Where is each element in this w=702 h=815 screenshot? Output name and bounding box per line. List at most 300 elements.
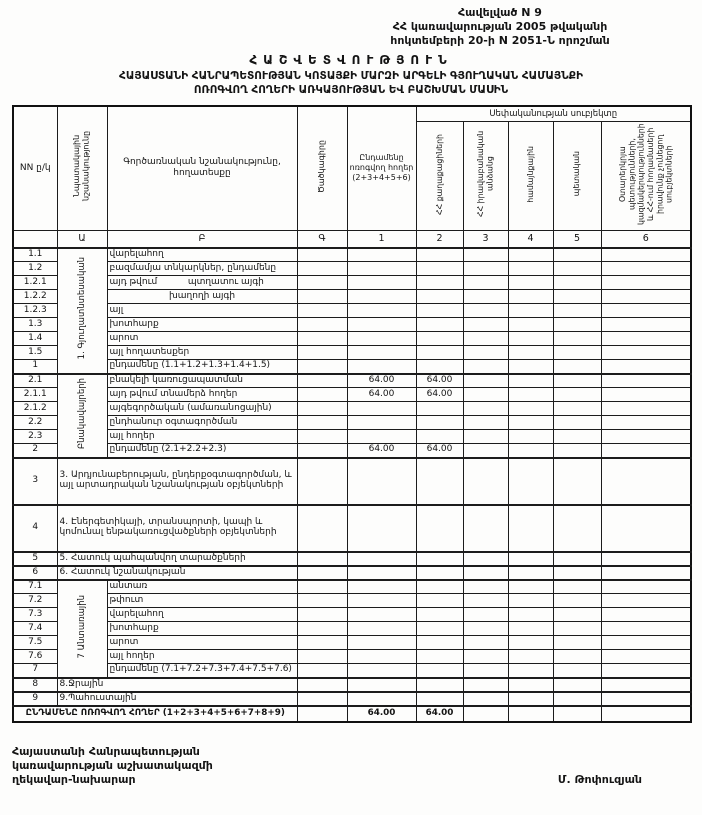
value-cell-2 bbox=[416, 505, 463, 552]
value-cell-2 bbox=[416, 636, 463, 650]
value-cell-4 bbox=[508, 290, 553, 304]
value-cell-6 bbox=[601, 416, 691, 430]
value-cell-1 bbox=[347, 430, 416, 444]
value-cell-4 bbox=[508, 692, 553, 706]
value-cell-2 bbox=[416, 664, 463, 678]
value-cell-6 bbox=[601, 622, 691, 636]
value-cell-5 bbox=[553, 692, 601, 706]
value-cell-1 bbox=[347, 692, 416, 706]
value-cell-6 bbox=[601, 566, 691, 580]
col-header-functional: Գործառնական նշանակությունը, հողատեսքը bbox=[107, 106, 297, 231]
value-cell-3 bbox=[463, 622, 508, 636]
row-label: ընդհանուր օգտագործման bbox=[107, 416, 297, 430]
value-cell-3 bbox=[463, 346, 508, 360]
section-label bbox=[57, 374, 107, 458]
section-label bbox=[57, 580, 107, 678]
row-label: 8.Ջրային bbox=[57, 678, 297, 692]
table-row bbox=[13, 402, 691, 416]
value-cell-4 bbox=[508, 552, 553, 566]
value-cell-2 bbox=[416, 552, 463, 566]
row-label: արոտ bbox=[107, 332, 297, 346]
table-row bbox=[13, 388, 691, 402]
value-cell-2 bbox=[416, 430, 463, 444]
value-cell-3 bbox=[463, 458, 508, 505]
section-label-text: 7 Անտառային bbox=[76, 594, 87, 659]
value-cell-5 bbox=[553, 552, 601, 566]
code-cell bbox=[297, 360, 347, 374]
row-number: 9 bbox=[13, 692, 57, 706]
row-label: բազմամյա տնկարկներ, ընդամենը bbox=[107, 262, 297, 276]
code-cell bbox=[297, 318, 347, 332]
value-cell-2 bbox=[416, 248, 463, 262]
letter-cell: Գ bbox=[297, 231, 347, 248]
row-number: 1.2.1 bbox=[13, 276, 57, 290]
value-cell-1 bbox=[347, 678, 416, 692]
value-cell-5 bbox=[553, 505, 601, 552]
section-label-text: 1. Գյուղատնտեսական bbox=[76, 257, 87, 360]
table-row bbox=[13, 248, 691, 262]
section-label-text: Բնակավայրերի bbox=[76, 378, 87, 450]
appendix-line: ՀՀ կառավարության 2005 թվականի bbox=[392, 19, 608, 33]
value-cell-4 bbox=[508, 416, 553, 430]
value-cell-6 bbox=[601, 706, 691, 722]
code-cell bbox=[297, 332, 347, 346]
row-label-center: պտղատու այգի bbox=[187, 276, 264, 287]
col-header-code-text: Ծածկագիրը bbox=[317, 139, 327, 193]
value-cell-5 bbox=[553, 444, 601, 458]
value-cell-3 bbox=[463, 650, 508, 664]
table-row bbox=[13, 692, 691, 706]
table-row bbox=[13, 622, 691, 636]
value-cell-3 bbox=[463, 678, 508, 692]
value-cell-1 bbox=[347, 594, 416, 608]
value-cell-3 bbox=[463, 444, 508, 458]
value-cell-2 bbox=[416, 318, 463, 332]
value-cell-5 bbox=[553, 304, 601, 318]
code-cell bbox=[297, 505, 347, 552]
table-row bbox=[13, 566, 691, 580]
value-cell-5 bbox=[553, 430, 601, 444]
value-cell-5 bbox=[553, 678, 601, 692]
page-subtitle-1: ՀԱՅԱՍՏԱՆԻ ՀԱՆՐԱՊԵՏՈՒԹՅԱՆ ԿՈՏԱՅՔԻ ՄԱՐԶԻ ԱՐԳԵԼԻ ԳՅՈՒՂԱԿԱՆ ՀԱՄԱՅՆՔԻ bbox=[119, 70, 583, 83]
value-cell-1 bbox=[347, 636, 416, 650]
table-row bbox=[13, 594, 691, 608]
value-cell-1 bbox=[347, 650, 416, 664]
value-cell-3 bbox=[463, 318, 508, 332]
row-number: 1.2 bbox=[13, 262, 57, 276]
value-cell-1 bbox=[347, 304, 416, 318]
value-cell-4 bbox=[508, 248, 553, 262]
row-label: վարելահող bbox=[107, 608, 297, 622]
value-cell-3 bbox=[463, 374, 508, 388]
value-cell-1 bbox=[347, 318, 416, 332]
value-cell-6 bbox=[601, 636, 691, 650]
page-subtitle-2: ՈՌՈԳՎՈՂ ՀՈՂԵՐԻ ԱՌԿԱՅՈՒԹՅԱՆ ԵՎ ԲԱՇԽՄԱՆ ՄԱՍԻՆ bbox=[193, 83, 509, 96]
code-cell bbox=[297, 692, 347, 706]
value-cell-1 bbox=[347, 458, 416, 505]
value-cell-3 bbox=[463, 248, 508, 262]
table-row bbox=[13, 505, 691, 552]
value-cell-4 bbox=[508, 262, 553, 276]
code-cell bbox=[297, 262, 347, 276]
value-cell-6 bbox=[601, 402, 691, 416]
row-label: այլ հողատեսքեր bbox=[107, 346, 297, 360]
value-cell-3 bbox=[463, 332, 508, 346]
code-cell bbox=[297, 346, 347, 360]
col-header-legal-entities bbox=[463, 122, 508, 231]
row-label-left: այդ թվում bbox=[109, 276, 158, 287]
code-cell bbox=[297, 678, 347, 692]
col-header-community bbox=[508, 122, 553, 231]
value-cell-2: 64.00 bbox=[416, 706, 463, 722]
value-cell-5 bbox=[553, 262, 601, 276]
letter-cell: 3 bbox=[463, 231, 508, 248]
table-row bbox=[13, 318, 691, 332]
row-label: այդ թվում տնամերձ հողեր bbox=[107, 388, 297, 402]
table-row bbox=[13, 360, 691, 374]
col-header-citizens-text: ՀՀ քաղաքացիների bbox=[434, 133, 444, 215]
value-cell-1 bbox=[347, 608, 416, 622]
code-cell bbox=[297, 388, 347, 402]
value-cell-6 bbox=[601, 332, 691, 346]
value-cell-6 bbox=[601, 276, 691, 290]
value-cell-3 bbox=[463, 566, 508, 580]
value-cell-2 bbox=[416, 580, 463, 594]
col-header-nn: NN ը/կ bbox=[13, 106, 57, 231]
signatory-title-line: կառավարության աշխատակազմի bbox=[12, 758, 213, 772]
value-cell-6 bbox=[601, 608, 691, 622]
col-header-purpose bbox=[57, 106, 107, 231]
code-cell bbox=[297, 594, 347, 608]
table-row bbox=[13, 290, 691, 304]
signatory-title-line: ղեկավար-նախարար bbox=[12, 773, 136, 787]
row-label: 5. Հատուկ պահպանվող տարածքների bbox=[57, 552, 297, 566]
value-cell-2: 64.00 bbox=[416, 374, 463, 388]
value-cell-3 bbox=[463, 664, 508, 678]
value-cell-3 bbox=[463, 706, 508, 722]
value-cell-5 bbox=[553, 276, 601, 290]
value-cell-6 bbox=[601, 594, 691, 608]
row-number: 7.1 bbox=[13, 580, 57, 594]
row-label: այլ հողեր bbox=[107, 650, 297, 664]
col-header-state-text: պետական bbox=[572, 151, 582, 197]
code-cell bbox=[297, 580, 347, 594]
section-label bbox=[57, 248, 107, 374]
value-cell-1 bbox=[347, 552, 416, 566]
value-cell-3 bbox=[463, 360, 508, 374]
row-label: վարելահող bbox=[107, 248, 297, 262]
value-cell-2 bbox=[416, 262, 463, 276]
col-header-legal-entities-text: ՀՀ իրավաբանական անձանց bbox=[476, 130, 495, 218]
col-header-total-irrigated: Ընդամենը ոռոգվող հողեր (2+3+4+5+6) bbox=[347, 106, 416, 231]
signature-name: Մ. Թոփուզյան bbox=[557, 773, 642, 787]
value-cell-2 bbox=[416, 304, 463, 318]
value-cell-1 bbox=[347, 290, 416, 304]
value-cell-1 bbox=[347, 566, 416, 580]
value-cell-5 bbox=[553, 664, 601, 678]
value-cell-6 bbox=[601, 664, 691, 678]
value-cell-4 bbox=[508, 594, 553, 608]
code-cell bbox=[297, 290, 347, 304]
row-number: 2.2 bbox=[13, 416, 57, 430]
report-table bbox=[12, 105, 692, 723]
value-cell-4 bbox=[508, 608, 553, 622]
value-cell-4 bbox=[508, 444, 553, 458]
row-label: ընդամենը (2.1+2.2+2.3) bbox=[107, 444, 297, 458]
table-row bbox=[13, 580, 691, 594]
value-cell-2 bbox=[416, 650, 463, 664]
value-cell-2 bbox=[416, 594, 463, 608]
row-label: ընդամենը (7.1+7.2+7.3+7.4+7.5+7.6) bbox=[107, 664, 297, 678]
header-row-letters bbox=[13, 231, 691, 248]
value-cell-1: 64.00 bbox=[347, 388, 416, 402]
value-cell-1 bbox=[347, 402, 416, 416]
row-number: 6 bbox=[13, 566, 57, 580]
value-cell-3 bbox=[463, 290, 508, 304]
row-label-center: խաղողի այգի bbox=[168, 290, 236, 301]
value-cell-3 bbox=[463, 416, 508, 430]
value-cell-1 bbox=[347, 276, 416, 290]
col-header-community-text: համայնքային bbox=[525, 145, 535, 203]
row-label: այլ bbox=[107, 304, 297, 318]
value-cell-5 bbox=[553, 248, 601, 262]
document-footer bbox=[12, 745, 690, 788]
table-row bbox=[13, 664, 691, 678]
row-number: 5 bbox=[13, 552, 57, 566]
appendix-line: հոկտեմբերի 20-ի N 2051-Ն որոշման bbox=[390, 33, 610, 47]
table-row bbox=[13, 430, 691, 444]
table-row bbox=[13, 552, 691, 566]
signatory-title bbox=[12, 745, 213, 788]
value-cell-6 bbox=[601, 374, 691, 388]
value-cell-4 bbox=[508, 430, 553, 444]
row-number: 3 bbox=[13, 458, 57, 505]
code-cell bbox=[297, 664, 347, 678]
row-label: 9.Պահուստային bbox=[57, 692, 297, 706]
value-cell-3 bbox=[463, 608, 508, 622]
value-cell-5 bbox=[553, 346, 601, 360]
value-cell-2 bbox=[416, 566, 463, 580]
value-cell-3 bbox=[463, 552, 508, 566]
header-row-main bbox=[13, 106, 691, 122]
value-cell-6 bbox=[601, 304, 691, 318]
row-number: 2.1.2 bbox=[13, 402, 57, 416]
row-number: 7.5 bbox=[13, 636, 57, 650]
row-number: 8 bbox=[13, 678, 57, 692]
value-cell-5 bbox=[553, 636, 601, 650]
value-cell-1 bbox=[347, 664, 416, 678]
table-row bbox=[13, 678, 691, 692]
value-cell-2: 64.00 bbox=[416, 444, 463, 458]
appendix-note bbox=[350, 6, 650, 47]
col-header-foreign bbox=[601, 122, 691, 231]
value-cell-3 bbox=[463, 580, 508, 594]
row-number: 7.6 bbox=[13, 650, 57, 664]
row-number: 2.1 bbox=[13, 374, 57, 388]
value-cell-4 bbox=[508, 706, 553, 722]
value-cell-5 bbox=[553, 706, 601, 722]
value-cell-3 bbox=[463, 262, 508, 276]
value-cell-1 bbox=[347, 505, 416, 552]
value-cell-4 bbox=[508, 458, 553, 505]
value-cell-2 bbox=[416, 346, 463, 360]
value-cell-4 bbox=[508, 566, 553, 580]
value-cell-3 bbox=[463, 505, 508, 552]
value-cell-4 bbox=[508, 374, 553, 388]
code-cell bbox=[297, 416, 347, 430]
code-cell bbox=[297, 276, 347, 290]
table-body bbox=[13, 248, 691, 722]
value-cell-6 bbox=[601, 678, 691, 692]
col-header-state bbox=[553, 122, 601, 231]
value-cell-2 bbox=[416, 416, 463, 430]
row-number: 1.4 bbox=[13, 332, 57, 346]
value-cell-5 bbox=[553, 458, 601, 505]
code-cell bbox=[297, 622, 347, 636]
row-number: 1.2.2 bbox=[13, 290, 57, 304]
value-cell-1: 64.00 bbox=[347, 444, 416, 458]
row-number: 2.3 bbox=[13, 430, 57, 444]
row-number: 4 bbox=[13, 505, 57, 552]
value-cell-3 bbox=[463, 304, 508, 318]
value-cell-4 bbox=[508, 318, 553, 332]
value-cell-5 bbox=[553, 402, 601, 416]
value-cell-5 bbox=[553, 360, 601, 374]
code-cell bbox=[297, 636, 347, 650]
letter-cell: Բ bbox=[107, 231, 297, 248]
code-cell bbox=[297, 566, 347, 580]
value-cell-1 bbox=[347, 248, 416, 262]
value-cell-6 bbox=[601, 580, 691, 594]
value-cell-6 bbox=[601, 430, 691, 444]
value-cell-4 bbox=[508, 650, 553, 664]
value-cell-6 bbox=[601, 388, 691, 402]
value-cell-6 bbox=[601, 262, 691, 276]
value-cell-4 bbox=[508, 664, 553, 678]
value-cell-1 bbox=[347, 622, 416, 636]
table-row bbox=[13, 650, 691, 664]
table-row bbox=[13, 374, 691, 388]
value-cell-6 bbox=[601, 444, 691, 458]
row-number: 1.5 bbox=[13, 346, 57, 360]
value-cell-6 bbox=[601, 552, 691, 566]
value-cell-3 bbox=[463, 276, 508, 290]
row-label bbox=[107, 290, 297, 304]
row-label: խոտհարք bbox=[107, 318, 297, 332]
value-cell-2 bbox=[416, 622, 463, 636]
col-header-foreign-text: Օտարերկրյա պետությունների, կազմակերպությունների և ՀՀ-ում հողամասերի իրավունք չունեցող սուբյեկտների bbox=[617, 123, 674, 225]
value-cell-1 bbox=[347, 346, 416, 360]
row-label bbox=[107, 276, 297, 290]
value-cell-6 bbox=[601, 692, 691, 706]
row-number: 1.1 bbox=[13, 248, 57, 262]
row-label: 4. Էներգետիկայի, տրանսպորտի, կապի և կոմունալ ենթակառուցվածքների օբյեկտների bbox=[57, 505, 297, 552]
table-row bbox=[13, 458, 691, 505]
table-row bbox=[13, 416, 691, 430]
table-row bbox=[13, 608, 691, 622]
value-cell-6 bbox=[601, 318, 691, 332]
value-cell-6 bbox=[601, 290, 691, 304]
value-cell-5 bbox=[553, 374, 601, 388]
value-cell-1 bbox=[347, 262, 416, 276]
row-label: թփուտ bbox=[107, 594, 297, 608]
value-cell-6 bbox=[601, 650, 691, 664]
code-cell bbox=[297, 650, 347, 664]
code-cell bbox=[297, 706, 347, 722]
value-cell-1 bbox=[347, 416, 416, 430]
table-row bbox=[13, 304, 691, 318]
value-cell-4 bbox=[508, 580, 553, 594]
value-cell-4 bbox=[508, 276, 553, 290]
value-cell-3 bbox=[463, 402, 508, 416]
table-row bbox=[13, 346, 691, 360]
value-cell-6 bbox=[601, 360, 691, 374]
letter-cell: 4 bbox=[508, 231, 553, 248]
code-cell bbox=[297, 430, 347, 444]
row-number: 7.3 bbox=[13, 608, 57, 622]
value-cell-2 bbox=[416, 608, 463, 622]
col-header-code bbox=[297, 106, 347, 231]
row-label: 3. Արդյունաբերության, ընդերքօգտագործման, և այլ արտադրական նշանակության օբյեկտների bbox=[57, 458, 297, 505]
value-cell-1: 64.00 bbox=[347, 706, 416, 722]
value-cell-4 bbox=[508, 505, 553, 552]
col-header-purpose-text: Նպատակային նշանակությունը bbox=[72, 131, 91, 202]
value-cell-2: 64.00 bbox=[416, 388, 463, 402]
code-cell bbox=[297, 248, 347, 262]
value-cell-5 bbox=[553, 622, 601, 636]
row-number: 1.3 bbox=[13, 318, 57, 332]
value-cell-5 bbox=[553, 594, 601, 608]
value-cell-1 bbox=[347, 332, 416, 346]
value-cell-2 bbox=[416, 402, 463, 416]
row-number: 1 bbox=[13, 360, 57, 374]
value-cell-5 bbox=[553, 650, 601, 664]
value-cell-6 bbox=[601, 346, 691, 360]
value-cell-4 bbox=[508, 346, 553, 360]
page-title: ՀԱՇՎԵՏՎՈՒԹՅՈՒՆ bbox=[249, 53, 453, 68]
row-label: այլ հողեր bbox=[107, 430, 297, 444]
value-cell-3 bbox=[463, 430, 508, 444]
row-label: բնակելի կառուցապատման bbox=[107, 374, 297, 388]
value-cell-5 bbox=[553, 332, 601, 346]
letter-cell: Ա bbox=[57, 231, 107, 248]
table-row bbox=[13, 636, 691, 650]
row-label: ընդամենը (1.1+1.2+1.3+1.4+1.5) bbox=[107, 360, 297, 374]
value-cell-6 bbox=[601, 248, 691, 262]
value-cell-3 bbox=[463, 388, 508, 402]
value-cell-5 bbox=[553, 580, 601, 594]
value-cell-4 bbox=[508, 402, 553, 416]
row-label-split bbox=[110, 292, 295, 302]
value-cell-2 bbox=[416, 678, 463, 692]
row-number: 1.2.3 bbox=[13, 304, 57, 318]
table-row bbox=[13, 444, 691, 458]
row-label: ԸՆԴԱՄԵՆԸ ՈՌՈԳՎՈՂ ՀՈՂԵՐ (1+2+3+4+5+6+7+8+9) bbox=[13, 706, 297, 722]
value-cell-5 bbox=[553, 290, 601, 304]
row-label: անտառ bbox=[107, 580, 297, 594]
value-cell-6 bbox=[601, 458, 691, 505]
value-cell-2 bbox=[416, 458, 463, 505]
code-cell bbox=[297, 304, 347, 318]
value-cell-6 bbox=[601, 505, 691, 552]
value-cell-5 bbox=[553, 608, 601, 622]
value-cell-4 bbox=[508, 332, 553, 346]
letter-cell: 1 bbox=[347, 231, 416, 248]
value-cell-4 bbox=[508, 622, 553, 636]
row-label: 6. Հատուկ նշանակության bbox=[57, 566, 297, 580]
value-cell-2 bbox=[416, 276, 463, 290]
value-cell-5 bbox=[553, 318, 601, 332]
